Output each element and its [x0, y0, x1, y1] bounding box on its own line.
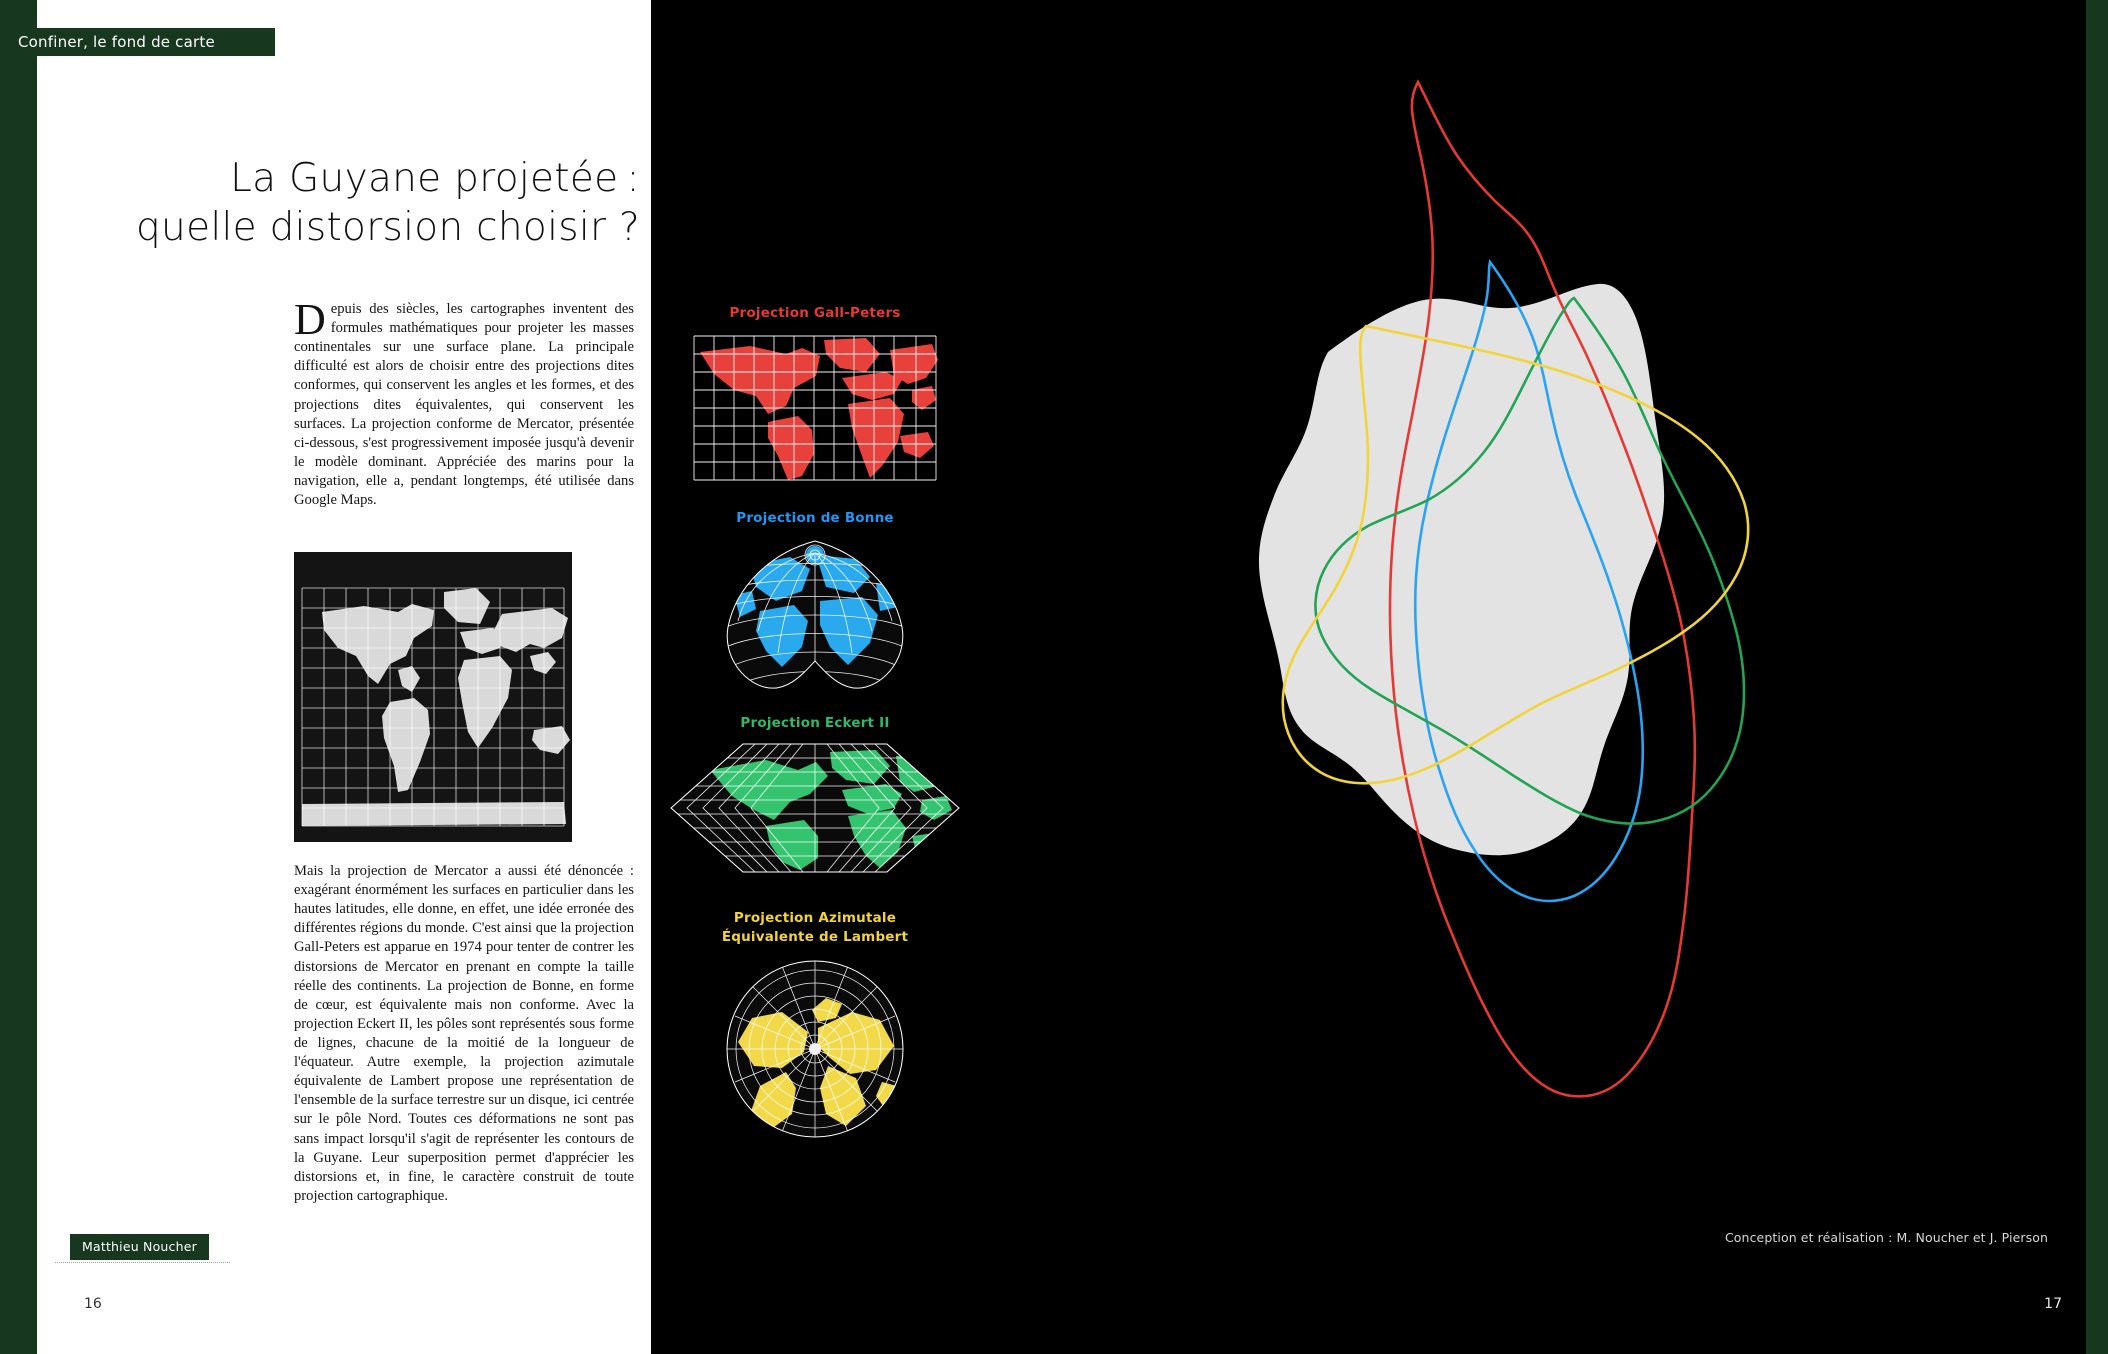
dotted-divider	[55, 1262, 230, 1263]
page-title-line2: quelle distorsion choisir ?	[136, 204, 640, 250]
projection-lambert-label-line1: Projection Azimutale	[733, 910, 897, 926]
drop-cap: D	[294, 295, 326, 344]
page-title-line1: La Guyane projetée :	[230, 156, 640, 201]
folio-right: 17	[2044, 1296, 2062, 1312]
map-credit: Conception et réalisation : M. Noucher et J. Pierson	[1724, 1230, 2048, 1245]
projection-gall-peters-label: Projection Gall-Peters	[729, 305, 901, 321]
body-paragraph-1	[294, 295, 634, 510]
projection-eckert-ii-label: Projection Eckert II	[740, 715, 890, 731]
bonne-figure	[690, 535, 940, 695]
projection-bonne-label: Projection de Bonne	[736, 510, 894, 526]
folio-left: 16	[84, 1296, 102, 1312]
left-edge-band	[0, 0, 37, 1354]
mercator-projection-figure	[294, 552, 572, 842]
guyane-superimposed-map	[1180, 60, 2040, 1210]
body-paragraph-1-text: epuis des siècles, les cartographes inventent des formules mathématiques pour projeter les masses continentales sur une surface plane. La principale difficulté est alors de choisir entre des projections dites conformes, qui conservent les angles et les formes, et des projections dites équivalentes, qui conservent les surfaces. La projection conforme de Mercator, présentée ci-dessous, s'est progressivement imposée jusqu'à devenir le modèle dominant. Appréciée des marins pour la navigation, elle a, pendant longtemps, été utilisée dans Google Maps.	[294, 301, 634, 509]
gall-peters-figure	[690, 330, 940, 485]
guyane-reference-shape	[1259, 284, 1664, 855]
mercator-figure-svg	[294, 552, 572, 842]
right-edge-band	[2086, 0, 2108, 1354]
projection-bonne	[690, 510, 940, 700]
body-paragraph-2: Mais la projection de Mercator a aussi été dénoncée : exagérant énormément les surfaces en particulier dans les hautes latitudes, elle donne, en effet, une idée erronée des différentes régions du monde. C'est ainsi que la projection Gall-Peters est apparue en 1974 pour tenter de contrer les distorsions de Mercator en prenant en compte la taille réelle des continents. La projection de Bonne, en forme de cœur, est équivalente mais non conforme. Avec la projection Eckert II, les pôles sont représentés sous forme de lignes, chacune de la moitié de la longueur de l'équateur. Autre exemple, la projection azimutale équivalente de Lambert propose une représentation de l'ensemble de la surface terrestre sur un disque, ici centrée sur le pôle Nord. Toutes ces déformations ne sont pas sans impact lorsqu'il s'agit de représenter les contours de la Guyane. Leur superposition permet d'apprécier les distorsions et, in fine, le caractère construit de toute projection cartographique.	[294, 863, 634, 1204]
running-head: Confiner, le fond de carte	[0, 28, 275, 56]
guyane-map-svg	[1180, 60, 2040, 1210]
projection-gall-peters	[690, 305, 940, 490]
projection-eckert-ii	[670, 715, 960, 885]
projection-lambert	[690, 910, 940, 1149]
page-title	[60, 155, 640, 253]
author-badge: Matthieu Noucher	[70, 1234, 209, 1260]
lambert-figure	[690, 954, 940, 1144]
eckert-ii-figure	[670, 740, 960, 880]
projection-lambert-label-line2: Équivalente de Lambert	[721, 928, 909, 945]
